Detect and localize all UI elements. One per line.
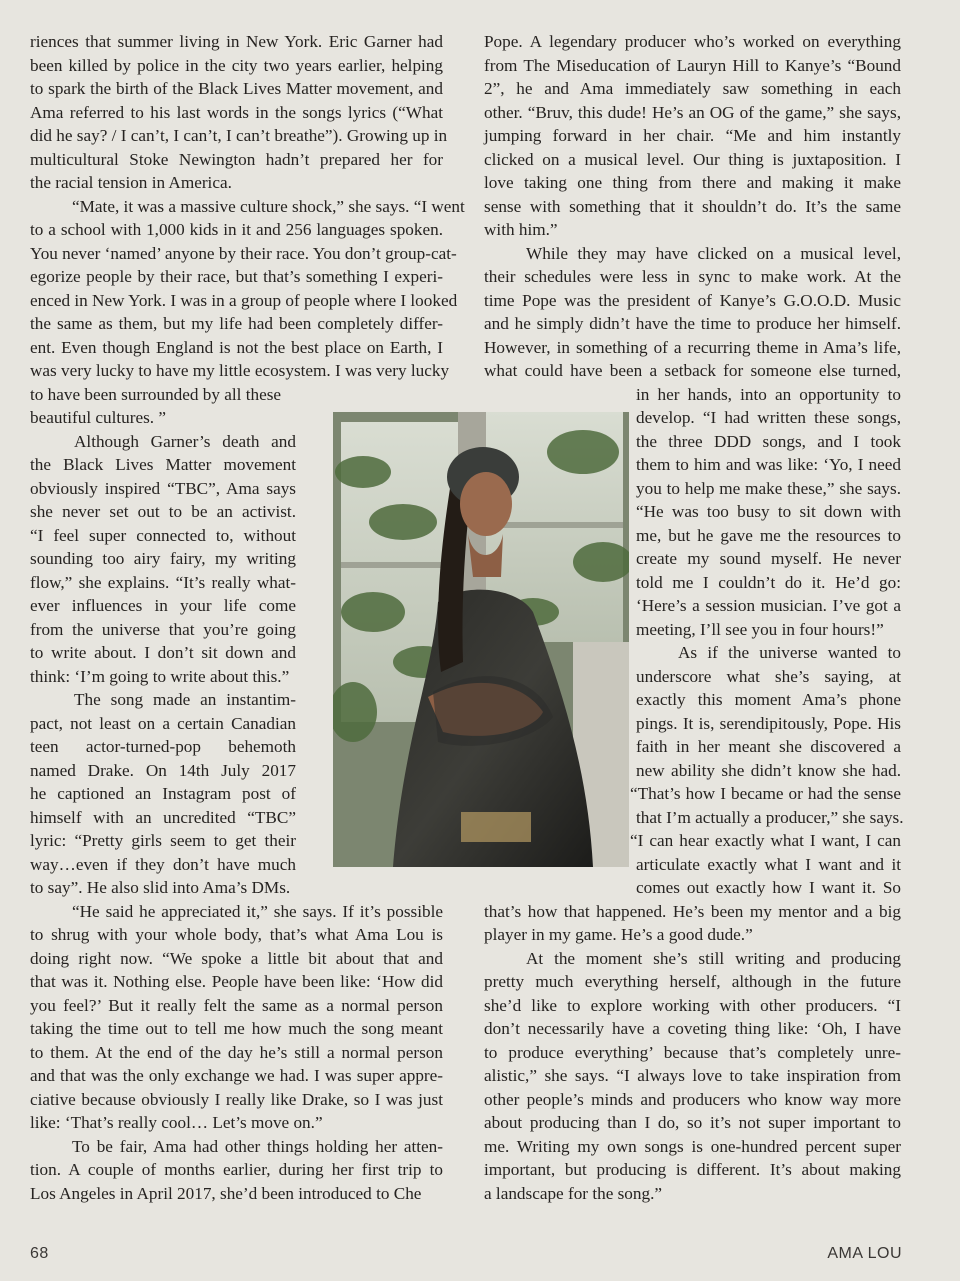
text-line: the same as them, but my life had been completely differ- [30, 314, 443, 333]
text-line: Los Angeles in April 2017, she’d been introduced to Che [30, 1183, 422, 1203]
text-line: flow,” she explains. “It’s really what- [30, 572, 296, 592]
portrait-photo [333, 412, 629, 867]
text-line: doing right now. “We spoke a little bit about that and [30, 948, 443, 968]
text-line: in her hands, into an opportunity to [636, 384, 901, 404]
text-line: multicultural Stoke Newington hadn’t prepared her for [30, 149, 443, 169]
text-line: was very lucky to have my little ecosystem. I was very lucky [30, 361, 450, 380]
text-line: riences that summer living in New York. Eric Garner had [30, 32, 443, 51]
text-line: from the universe that you’re going [30, 619, 296, 639]
text-line: ent. Even though England is not the best place on Earth, I [30, 337, 443, 357]
text-line: As if the universe wanted to [678, 643, 901, 662]
text-line: to spark the birth of the Black Lives Matter movement, and [30, 79, 443, 98]
text-line: she never set out to be an activist. [30, 502, 296, 521]
text-line: sense with something that it shouldn’t do. It’s the same [484, 196, 901, 216]
text-line: that I’m actually a producer,” she says. [636, 807, 904, 827]
text-line: sounding too airy fairy, my writing [30, 549, 296, 568]
text-line: their schedules were less in sync to make work. At the [484, 267, 901, 286]
text-line: egorize people by their race, but that’s something I experi- [30, 267, 443, 286]
text-line: don’t necessarily have a coveting thing like: ‘Oh, I have [484, 1019, 901, 1038]
text-line: from The Miseducation of Lauryn Hill to Kanye’s “Bound [484, 55, 901, 75]
text-line: been killed by police in the city two years earlier, helping [30, 55, 443, 75]
text-line: “He was too busy to sit down with [636, 502, 901, 521]
text-line: himself with an uncredited “TBC” [30, 807, 296, 827]
text-line: that’s how that happened. He’s been my mentor and a big [484, 901, 901, 921]
text-line: to say”. He also slid into Ama’s DMs. [30, 878, 291, 897]
text-line: pact, not least on a certain Canadian [30, 713, 296, 733]
text-line: alistic,” she says. “I always love to take inspiration from [484, 1066, 901, 1085]
text-line: named Drake. On 14th July 2017 [30, 760, 296, 780]
text-line: exactly this moment Ama’s phone [636, 690, 901, 709]
text-line: to write about. I don’t sit down and [30, 643, 296, 662]
text-line: other. “Bruv, this dude! He’s an OG of the game,” she says, [484, 102, 901, 122]
text-line: create my sound myself. He never [636, 549, 901, 568]
page-number: 68 [30, 1245, 49, 1262]
text-line: To be fair, Ama had other things holding her atten- [72, 1136, 443, 1156]
portrait-photo-art [333, 412, 629, 867]
text-line: ‘Here’s a session musician. I’ve got a [636, 596, 901, 615]
text-line: with him.” [484, 220, 558, 239]
text-line: way…even if they don’t have much [30, 854, 296, 874]
text-line: You never ‘named’ anyone by their race. You don’t group-cat- [30, 243, 457, 263]
text-line: “He said he appreciated it,” she says. If it’s possible [72, 901, 443, 921]
text-line: jumping forward in her chair. “Me and him instantly [484, 126, 901, 145]
text-line: Although Garner’s death and [74, 431, 296, 451]
text-line: you feel?’ But it really felt the same as a normal person [30, 995, 443, 1015]
text-line: pings. It is, serendipitously, Pope. His [636, 713, 901, 733]
text-line: to shrug with your whole body, that’s what Ama Lou is [30, 925, 443, 944]
text-line: “Mate, it was a massive culture shock,” she says. “I went [72, 196, 465, 216]
text-line: the Black Lives Matter movement [30, 455, 296, 474]
text-line: “I feel super connected to, without [30, 525, 296, 545]
text-line: However, in something of a recurring theme in Ama’s life, [484, 337, 901, 357]
text-line: ciative because obviously I really like Drake, so I was just [30, 1089, 443, 1109]
text-line: me. Writing my own songs is one-hundred percent super [484, 1136, 901, 1156]
text-line: love taking one thing from there and making it make [484, 173, 901, 192]
text-line: While they may have clicked on a musical level, [526, 243, 901, 263]
running-head: AMA LOU [827, 1245, 902, 1262]
text-line: to produce everything’ because that’s completely unre- [484, 1042, 901, 1062]
text-line: faith in her meant she discovered a [636, 737, 901, 756]
text-line: about producing than I do, so it’s not super important to [484, 1113, 901, 1132]
text-line: other people’s minds and producers who know way more [484, 1089, 901, 1109]
text-line: you to help me make these,” she says. [636, 478, 901, 498]
text-line: told me I couldn’t do it. He’d go: [636, 572, 901, 592]
text-line: “I can hear exactly what I want, I can [630, 831, 901, 850]
text-line: taking the time out to tell me how much the song meant [30, 1019, 443, 1038]
text-line: the racial tension in America. [30, 173, 232, 192]
text-line: clicked on a musical level. Our thing is juxtaposition. I [484, 149, 901, 169]
text-line: “That’s how I became or had the sense [630, 784, 901, 803]
text-line: The song made an instantim- [74, 690, 296, 709]
text-line: meeting, I’ll see you in four hours!” [636, 619, 884, 639]
text-line: and he simply didn’t have the time to produce her himself. [484, 314, 901, 333]
text-line: pretty much everything herself, although in the future [484, 972, 901, 991]
text-line: Ama referred to his last words in the songs lyrics (“What [30, 102, 443, 122]
text-line: the three DDD songs, and I took [636, 431, 901, 451]
text-line: them to him and was like: ‘Yo, I need [636, 455, 901, 474]
text-line: articulate exactly what I want and it [636, 854, 901, 874]
text-line: a landscape for the song.” [484, 1183, 663, 1203]
text-line: and that was the only exchange we had. I was super appre- [30, 1066, 443, 1085]
text-line: At the moment she’s still writing and producing [526, 948, 901, 968]
text-line: Pope. A legendary producer who’s worked on everything [484, 32, 901, 51]
text-line: enced in New York. I was in a group of people where I looked [30, 290, 458, 310]
text-line: new ability she didn’t know she had. [636, 760, 901, 780]
text-line: obviously inspired “TBC”, Ama says [30, 478, 296, 498]
text-line: player in my game. He’s a good dude.” [484, 925, 753, 944]
text-line: like: ‘That’s really cool… Let’s move on.” [30, 1113, 323, 1132]
text-line: comes out exactly how I want it. So [636, 878, 901, 897]
text-line: to have been surrounded by all these [30, 384, 282, 404]
text-line: to them. At the end of the day he’s still a normal person [30, 1042, 443, 1062]
text-line: time Pope was the president of Kanye’s G.O.O.D. Music [484, 290, 901, 310]
text-line: underscore what she’s saying, at [636, 666, 901, 686]
text-line: teen actor-turned-pop behemoth [30, 737, 296, 756]
text-line: ever influences in your life come [30, 596, 296, 615]
text-line: me, but he gave me the resources to [636, 525, 901, 545]
text-line: beautiful cultures. ” [30, 408, 167, 427]
text-line: that was it. Nothing else. People have been like: ‘How did [30, 972, 443, 991]
text-line: he captioned an Instagram post of [30, 784, 296, 803]
text-line: 2”, he and Ama immediately saw something in each [484, 79, 901, 98]
text-line: she’d like to explore working with other producers. “I [484, 995, 901, 1015]
text-line: what could have been a setback for someone else turned, [484, 361, 901, 380]
text-line: important, but producing is different. It’s about making [484, 1160, 901, 1179]
text-line: tion. A couple of months earlier, during her first trip to [30, 1160, 443, 1179]
text-line: to a school with 1,000 kids in it and 256 languages spoken. [30, 220, 443, 239]
text-line: develop. “I had written these songs, [636, 408, 901, 427]
text-line: think: ‘I’m going to write about this.” [30, 666, 290, 686]
text-line: lyric: “Pretty girls seem to get their [30, 831, 296, 850]
text-line: did he say? / I can’t, I can’t, I can’t breathe”). Growing up in [30, 126, 448, 145]
